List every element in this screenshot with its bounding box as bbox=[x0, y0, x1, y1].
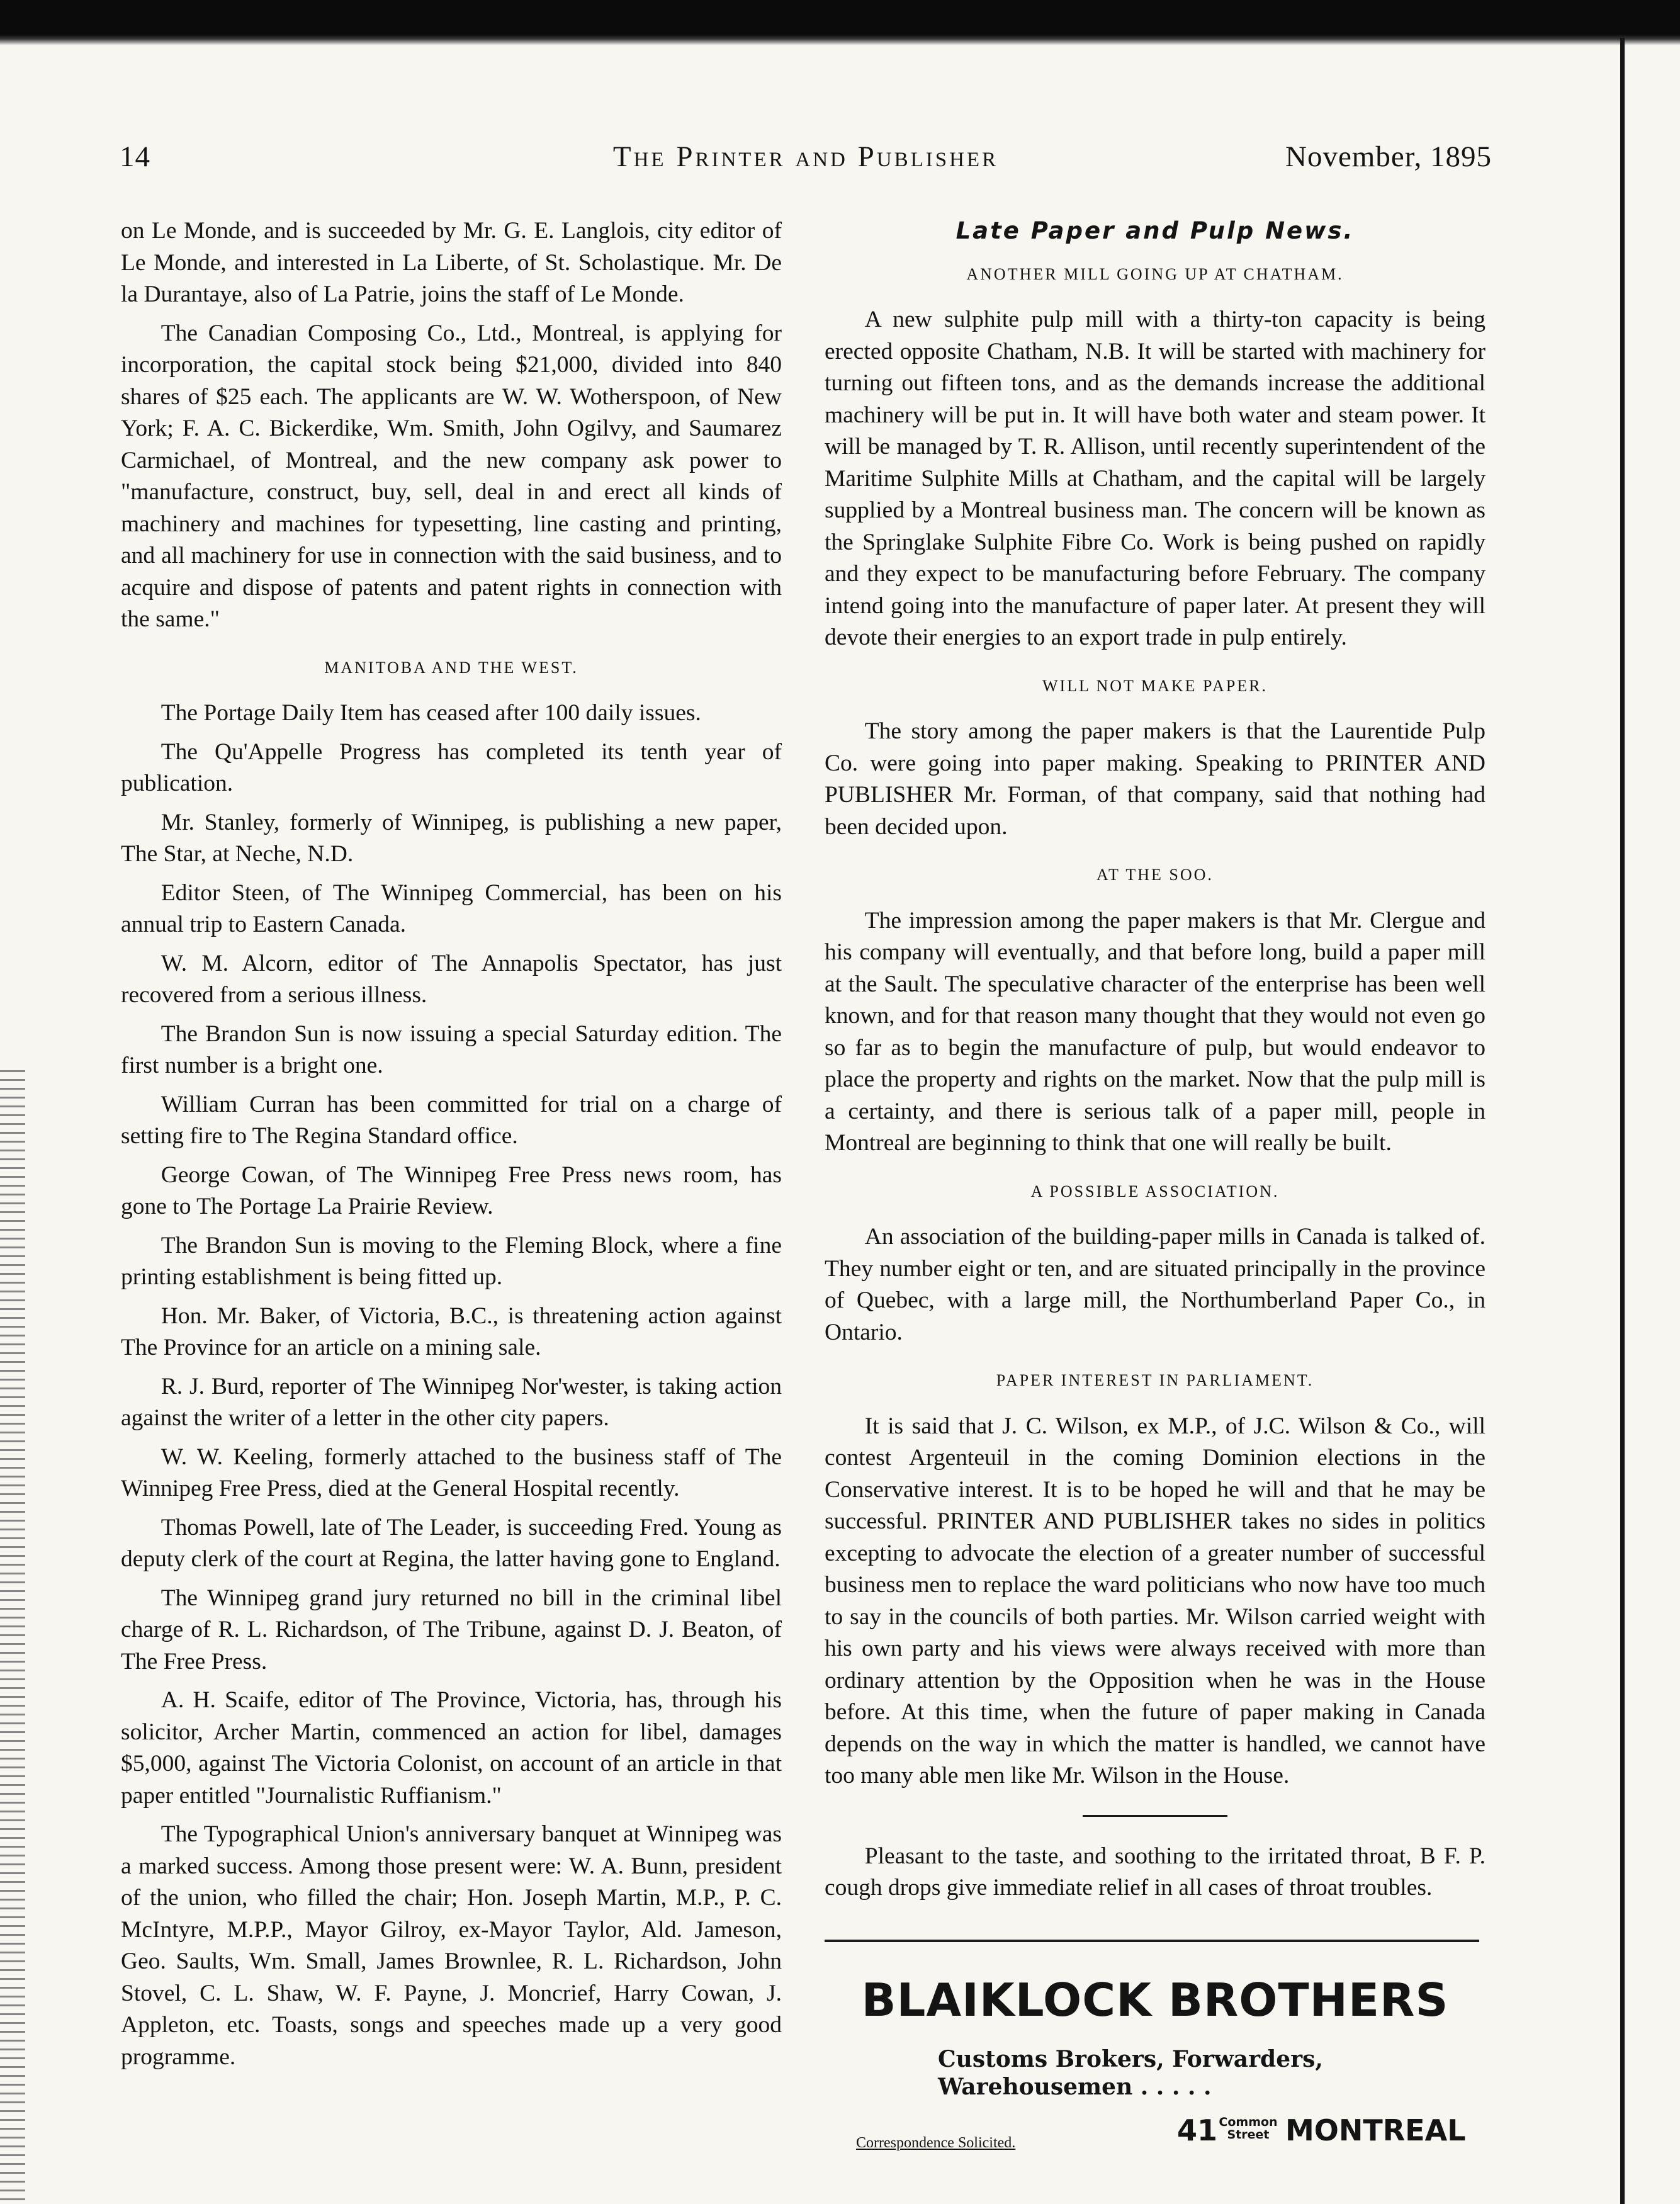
paragraph: The Qu'Appelle Progress has completed its tenth year of publication. bbox=[121, 738, 782, 796]
paragraph: Mr. Stanley, formerly of Winnipeg, is publishing a new paper, The Star, at Neche, N.D. bbox=[121, 809, 782, 867]
paragraph: The Typographical Union's anniversary banquet at Winnipeg was a marked success. Among those present were: W. A. Bunn, president of the union, who filled the chair; Hon. Joseph Martin, M.P., P. C. McIntyre, M.P.P., Mayor Gilroy, ex-Mayor Taylor, Ald. Jameson, Geo. Saults, Wm. Small, James Brownlee, R. L. Richardson, John Stovel, C. L. Shaw, W. F. Payne, J. Moncrief, Harry Cowan, J. Appleton, etc. Toasts, songs and speeches made up a very good programme. bbox=[121, 1821, 782, 2070]
paragraph: Editor Steen, of The Winnipeg Commercial, has been on his annual trip to Eastern Canada. bbox=[121, 879, 782, 937]
paragraph: Thomas Powell, late of The Leader, is succeeding Fred. Young as deputy clerk of the court at Regina, the latter having gone to England. bbox=[121, 1514, 782, 1572]
advertiser-services: Customs Brokers, Forwarders, bbox=[938, 2045, 1323, 2072]
paragraph: George Cowan, of The Winnipeg Free Press news room, has gone to The Portage La Prairie Review. bbox=[121, 1161, 782, 1219]
section-subheading: MANITOBA AND THE WEST. bbox=[324, 658, 578, 677]
left-column bbox=[121, 215, 782, 2080]
paragraph: Hon. Mr. Baker, of Victoria, B.C., is threatening action against The Province for an article on a mining sale. bbox=[121, 1303, 782, 1360]
issue-date: November, 1895 bbox=[1285, 140, 1492, 173]
paragraph: An association of the building-paper mills in Canada is talked of. They number eight or ten, and are situated principally in the province of Quebec, with a large mill, the Northumberland Paper Co., in Ontario. bbox=[825, 1224, 1486, 1345]
advertisement bbox=[825, 1975, 1486, 2183]
street-name: Common Street bbox=[1219, 2115, 1278, 2142]
paragraph: The story among the paper makers is that the Laurentide Pulp Co. were going into paper making. Speaking to PRINTER AND PUBLISHER Mr. Forman, of that company, said that nothing had been decided upon. bbox=[825, 718, 1486, 840]
running-header bbox=[120, 140, 1492, 184]
paragraph: A new sulphite pulp mill with a thirty-ton capacity is being erected opposite Chatham, N.B. It will be started with machinery for turning out fifteen tons, and as the demands increase the additional machinery will be put in. It will have both water and steam power. It will be managed by T. R. Allison, until recently superintendent of the Maritime Sulphite Mills at Chatham, and the capital will be largely supplied by a Montreal business man. The concern will be known as the Springlake Sulphite Fibre Co. Work is being pushed on rapidly and they expect to be manufacturing before February. The company intend going into the manufacture of paper later. At present they will devote their energies to an export trade in pulp entirely. bbox=[825, 307, 1486, 650]
paragraph: William Curran has been committed for trial on a charge of setting fire to The Regina Standard office. bbox=[121, 1091, 782, 1149]
scan-left-edge bbox=[0, 1070, 25, 2203]
advertiser-name: BLAIKLOCK BROTHERS bbox=[861, 1973, 1449, 2026]
section-title: Late Paper and Pulp News. bbox=[956, 217, 1355, 244]
paragraph: The impression among the paper makers is that Mr. Clergue and his company will eventually, and that before long, build a paper mill at the Sault. The speculative character of the enterprise has been well known, and for that reason many thought that they would not even go so far as to begin the manufacture of pulp, but would endeavor to place the property and rights on the market. Now that the pulp mill is a certainty, and there is serious talk of a paper mill, people in Montreal are beginning to think that one will really be built. bbox=[825, 907, 1486, 1156]
section-subheading: AT THE SOO. bbox=[1097, 866, 1214, 884]
paragraph: The Brandon Sun is now issuing a special Saturday edition. The first number is a bright one. bbox=[121, 1020, 782, 1078]
notice-paragraph: Pleasant to the taste, and soothing to the irritated throat, B F. P. cough drops give immediate relief in all cases of throat troubles. bbox=[825, 1843, 1486, 1901]
paragraph: The Canadian Composing Co., Ltd., Montreal, is applying for incorporation, the capital stock being $21,000, divided into 840 shares of $25 each. The applicants are W. W. Wotherspoon, of New York; F. A. C. Bickerdike, Wm. Smith, John Ogilvy, and Saumarez Carmichael, of Montreal, and the new company ask power to "manufacture, construct, buy, sell, deal in and erect all kinds of machinery and machines for typesetting, line casting and printing, and all machinery for use in connection with the said business, and to acquire and dispose of patents and patent rights in connection with the same." bbox=[121, 320, 782, 632]
paragraph: R. J. Burd, reporter of The Winnipeg Nor'wester, is taking action against the writer of a letter in the other city papers. bbox=[121, 1373, 782, 1431]
paragraph: The Brandon Sun is moving to the Fleming Block, where a fine printing establishment is being fitted up. bbox=[121, 1232, 782, 1290]
advertiser-services-continued: Warehousemen . . . . . bbox=[938, 2073, 1212, 2100]
scan-top-border bbox=[0, 0, 1680, 45]
paragraph: W. W. Keeling, formerly attached to the business staff of The Winnipeg Free Press, died at the General Hospital recently. bbox=[121, 1444, 782, 1501]
city-name: MONTREAL bbox=[1285, 2113, 1466, 2147]
paragraph: The Portage Daily Item has ceased after 100 daily issues. bbox=[161, 700, 701, 726]
scan-right-edge bbox=[1620, 38, 1625, 2204]
paragraph: It is said that J. C. Wilson, ex M.P., of J.C. Wilson & Co., will contest Argenteuil in the coming Dominion elections in the Conservative interest. It is to be hoped he will and that he may be successful. PRINTER AND PUBLISHER takes no sides in politics excepting to advocate the election of a greater number of successful business men to replace the ward politicians who now have too much to say in the councils of both parties. Mr. Wilson carried weight with his own party and his views were always received with more than ordinary attention by the Opposition when he was in the House before. At this time, when the future of paper making in Canada depends on the way in which the matter is handled, we cannot have too many able men like Mr. Wilson in the House. bbox=[825, 1413, 1486, 1789]
page-number: 14 bbox=[120, 140, 150, 173]
advertiser-address bbox=[825, 2115, 1486, 2152]
street-number: 41 bbox=[1177, 2113, 1218, 2147]
paragraph: A. H. Scaife, editor of The Province, Victoria, has, through his solicitor, Archer Martin, commenced an action for libel, damages $5,000, against The Victoria Colonist, on account of an article in that paper entitled "Journalistic Ruffianism." bbox=[121, 1687, 782, 1809]
publication-title: The Printer and Publisher bbox=[612, 140, 999, 173]
paragraph: The Winnipeg grand jury returned no bill in the criminal libel charge of R. L. Richardson, of The Tribune, against D. J. Beaton, of The Free Press. bbox=[121, 1585, 782, 1675]
section-subheading: WILL NOT MAKE PAPER. bbox=[1042, 676, 1268, 695]
section-subheading: A POSSIBLE ASSOCIATION. bbox=[1030, 1182, 1280, 1201]
right-column bbox=[825, 215, 1486, 2183]
divider bbox=[825, 1940, 1479, 1942]
section-subheading: ANOTHER MILL GOING UP AT CHATHAM. bbox=[966, 264, 1344, 283]
paragraph: on Le Monde, and is succeeded by Mr. G. E. Langlois, city editor of Le Monde, and interested in La Liberte, of St. Scholastique. Mr. De la Durantaye, also of La Patrie, joins the staff of Le Monde. bbox=[121, 218, 782, 307]
divider bbox=[1083, 1815, 1227, 1817]
correspondence-note: Correspondence Solicited. bbox=[856, 2134, 1016, 2151]
paragraph: W. M. Alcorn, editor of The Annapolis Spectator, has just recovered from a serious illness. bbox=[121, 950, 782, 1008]
section-subheading: PAPER INTEREST IN PARLIAMENT. bbox=[996, 1371, 1314, 1389]
